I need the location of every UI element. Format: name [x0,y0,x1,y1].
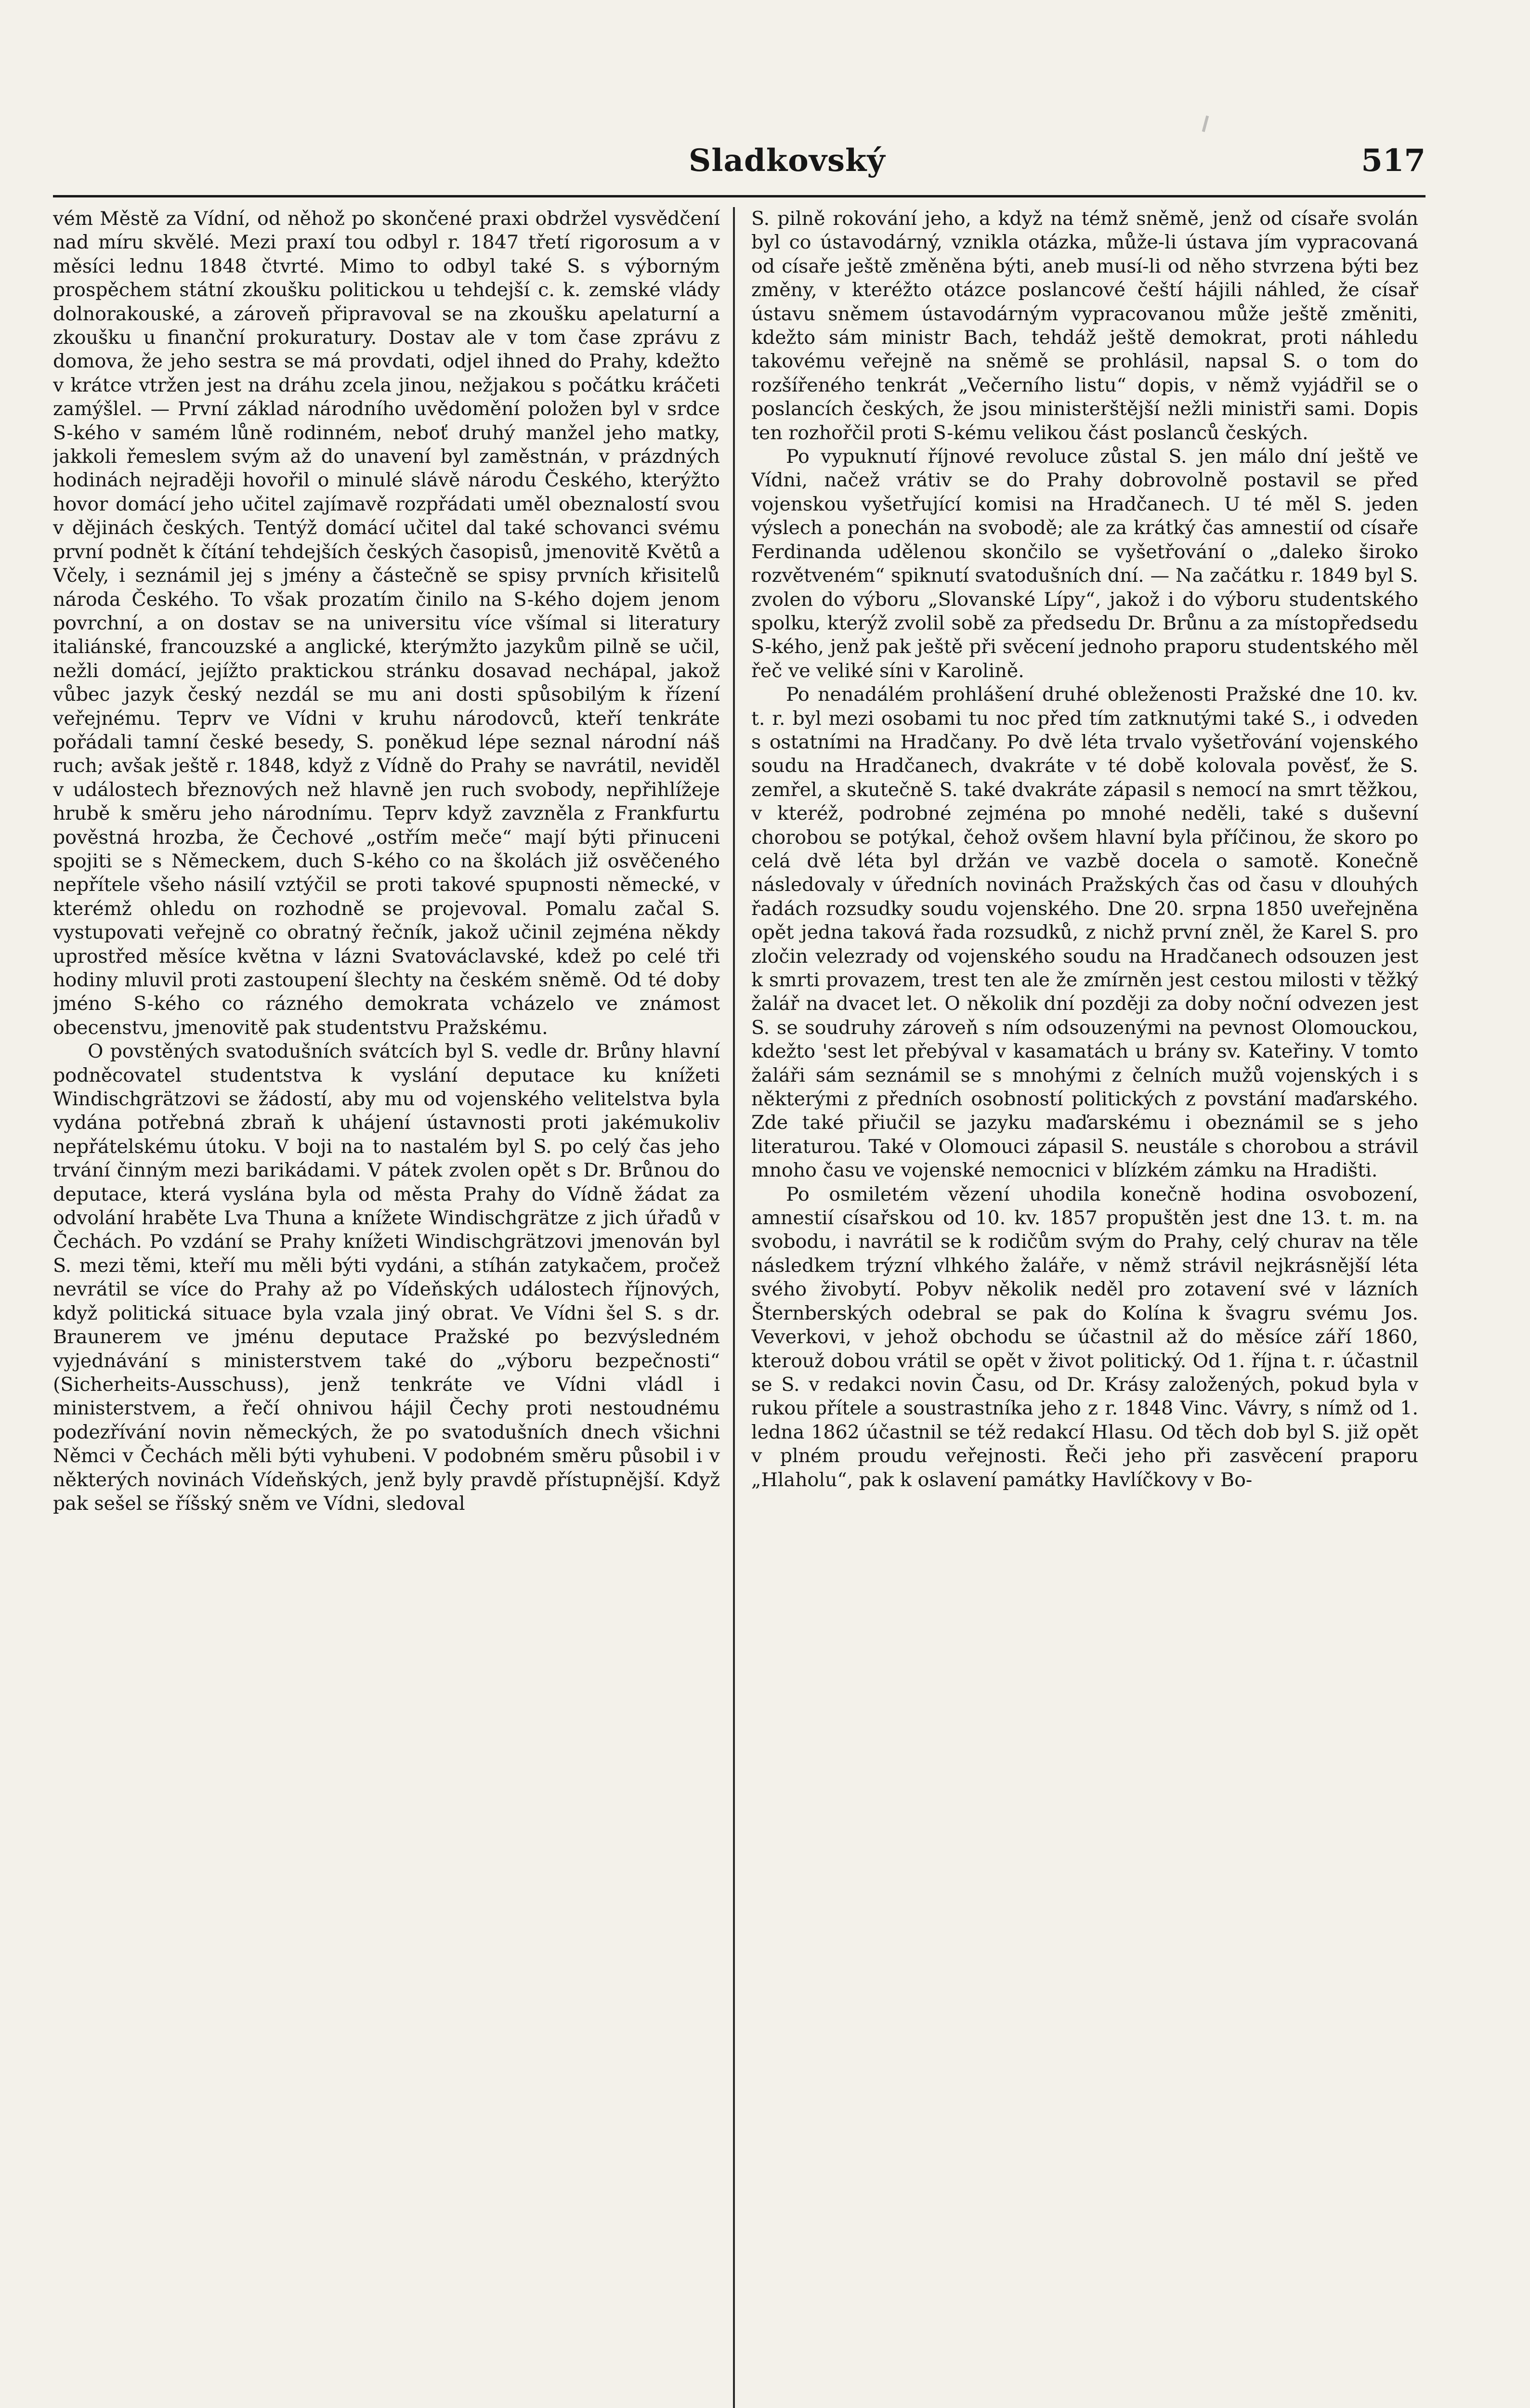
paragraph: O povstěných svatodušních svátcích byl S. vedle dr. Brůny hlavní podněcovatel studentstva k vyslání deputace ku knížeti Windischgrätzovi se žádostí, aby mu od vojenského velitelstva byla vydána potřebná zbraň k uhájení ústavnosti proti jakémukoliv nepřátelskému útoku. V boji na to nastalém byl S. po celý čas jeho trvání činným mezi barikádami. V pátek zvolen opět s Dr. Brůnou do deputace, která vyslána byla od města Prahy do Vídně žádat za odvolání hraběte Lva Thuna a knížete Windischgrätze z jich úřadů v Čechách. Po vzdání se Prahy knížeti Windischgrätzovi jmenován byl S. mezi těmi, kteří mu měli býti vydáni, a stíhán zatykačem, pročež nevrátil se více do Prahy až po Vídeňských událostech říjnových, když politická situace byla vzala jiný obrat. Ve Vídni šel S. s dr. Braunerem ve jménu deputace Pražské po bezvýsledném vyjednávání s ministerstvem také do „výboru bezpečnosti“ (Sicherheits-Ausschuss), jenž tenkráte ve Vídni vládl i ministerstvem, a řečí ohnivou hájil Čechy proti nestoudnému podezřívání novin německých, že po svatodušních dnech všichni Němci v Čechách měli býti vyhubeni. V podobném směru působil i v některých novinách Vídeňských, jenž byly pravdě přístupnější. Když pak sešel se říšský sněm ve Vídni, sledoval [53,1040,720,1515]
paragraph: S. pilně rokování jeho, a když na témž sněmě, jenž od císaře svolán byl co ústavodárný, vznikla otázka, může-li ústava jím vypracovaná od císaře ještě změněna býti, aneb musí-li od něho stvrzena býti bez změny, v kteréžto otázce poslancové čeští hájili náhled, že císař ústavu sněmem ústavodárným vypracovanou může ještě změniti, kdežto sám ministr Bach, tehdáž ještě demokrat, proti náhledu takovému veřejně na sněmě se prohlásil, napsal S. o tom do rozšířeného tenkrát „Večerního listu“ dopis, v němž vyjádřil se o poslancích českých, že jsou ministerštější nežli ministři sami. Dopis ten rozhořčil proti S-kému velikou část poslanců českých. [751,208,1418,444]
header-rule [53,195,1425,197]
page-number: 517 [1361,143,1425,179]
paragraph: vém Městě za Vídní, od něhož po skončené praxi obdržel vysvědčení nad míru skvělé. Mezi praxí tou odbyl r. 1847 třetí rigorosum a v měsíci lednu 1848 čtvrté. Mimo to odbyl také S. s výborným prospěchem státní zkoušku politickou u tehdejší c. k. zemské vlády dolnorakouské, a zároveň připravoval se na zkoušku apelaturní a zkoušku u finanční prokuratury. Dostav ale v tom čase zprávu z domova, že jeho sestra se má provdati, odjel ihned do Prahy, kdežto v krátce vtržen jest na dráhu zcela jinou, nežjakou s počátku kráčeti zamýšlel. — První základ národního uvědomění položen byl v srdce S-kého v samém lůně rodinném, neboť druhý manžel jeho matky, jakkoli řemeslem svým až do unavení byl zaměstnán, v prázdných hodinách nejraději hovořil o minulé slávě národu Českého, kterýžto hovor domácí jeho učitel zajímavě rozpřádati uměl obeznalostí svou v dějinách českých. Tentýž domácí učitel dal také schovanci svému první podnět k čítání tehdejších českých časopisů, jmenovitě Květů a Včely, i seznámil jej s jmény a částečně se spisy prvních křisitelů národa Českého. To však prozatím činilo na S-kého dojem jenom povrchní, a on dostav se na universitu více všímal si literatury italiánské, francouzské a anglické, kterýmžto jazykům pilně se učil, nežli domácí, jejížto praktickou stránku dosavad nechápal, jakož vůbec jazyk český nezdál se mu ani dosti spůsobilým k řízení veřejnému. Teprv ve Vídni v kruhu národovců, kteří tenkráte pořádali tamní české besedy, S. poněkud lépe seznal národní náš ruch; avšak ještě r. 1848, když z Vídně do Prahy se navrátil, neviděl v událostech březnových než hlavně jen ruch svobody, nepřihlížeje hrubě k směru jeho národnímu. Teprv když zavzněla z Frankfurtu pověstná hrozba, že Čechové „ostřím meče“ mají býti přinuceni spojiti se s Německem, duch S-kého co na školách již osvěčeného nepřítele všeho násilí vztýčil se proti takové spupnosti německé, v kterémž ohledu on rozhodně se projevoval. Pomalu začal S. vystupovati veřejně co obratný řečník, jakož učinil zejména někdy uprostřed měsíce května v lázni Svatováclavské, kdež po celé tři hodiny mluvil proti zastoupení šlechty na českém sněmě. Od té doby jméno S-kého co rázného demokrata vcházelo ve známost obecenstvu, jmenovitě pak studentstvu Pražskému. [53,208,720,1039]
paragraph: Po nenadálém prohlášení druhé obleženosti Pražské dne 10. kv. t. r. byl mezi osobami tu noc před tím zatknutými také S., i odveden s ostatními na Hradčany. Po dvě léta trvalo vyšetřování vojenského soudu na Hradčanech, dvakráte v té době kolovala pověsť, že S. zemřel, a skutečně S. také dvakráte zápasil s nemocí na smrt těžkou, v kteréž, podrobné zejména po mnohé neděli, také s duševní chorobou se potýkal, čehož ovšem hlavní byla příčinou, že skoro po celá dvě léta byl držán ve vazbě docela o samotě. Konečně následovaly v úředních novinách Pražských čas od času v dlouhých řadách rozsudky soudu vojenského. Dne 20. srpna 1850 uveřejněna opět jedna taková řada rozsudků, z nichž první zněl, že Karel S. pro zločin velezrady od vojenského soudu na Hradčanech odsouzen jest k smrti provazem, trest ten ale že zmírněn jest cestou milosti v těžký žalář na dvacet let. O několik dní později za doby noční odvezen jest S. se soudruhy zároveň s ním odsouzenými na pevnost Olomouckou, kdežto 'sest let přebýval v kasamatách u brány sv. Kateřiny. V tomto žaláři sám seznámil se s mnohými z čelních mužů vojenských i s některými z předních osobností politických z povstání maďarského. Zde také přiučil se jazyku maďarskému i obeznámil se s jeho literaturou. Také v Olomouci zápasil S. neustále s chorobou a strávil mnoho času ve vojenské nemocnici v blízkém zámku na Hradišti. [751,683,1418,1182]
running-header [53,140,1425,197]
running-title: Sladkovský [689,143,886,179]
paragraph: Po osmiletém vězení uhodila konečně hodina osvobození, amnestií císařskou od 10. kv. 1857 propuštěn jest dne 13. t. m. na svobodu, i navrátil se k rodičům svým do Prahy, celý churav na těle následkem trýzní vlhkého žaláře, v němž strávil nejkrásnější léta svého živobytí. Pobyv několik neděl pro zotavení své v lázních Šternberských odebral se pak do Kolína k švagru svému Jos. Veverkovi, v jehož obchodu se účastnil až do měsíce září 1860, kterouž dobou vrátil se opět v život politický. Od 1. října t. r. účastnil se S. v redakci novin Času, od Dr. Krásy založených, pokud byla v rukou přítele a soustrastníka jeho z r. 1848 Vinc. Vávry, s nímž od 1. ledna 1862 účastnil se též redakcí Hlasu. Od těch dob byl S. již opět v plném proudu veřejnosti. Řeči jeho při zasvěcení praporu „Hlaholu“, pak k oslavení památky Havlíčkovy v Bo- [751,1183,1418,1491]
paragraph: Po vypuknutí říjnové revoluce zůstal S. jen málo dní ještě ve Vídni, načež vrátiv se do Prahy dobrovolně postavil se před vojenskou vyšetřující komisi na Hradčanech. U té měl S. jeden výslech a ponechán na svobodě; ale za krátký čas amnestií od císaře Ferdinanda udělenou skončilo se vyšetřování o „daleko široko rozvětveném“ spiknutí svatodušních dní. — Na začátku r. 1849 byl S. zvolen do výboru „Slovanské Lípy“, jakož i do výboru studentského spolku, kterýž zvolil sobě za předsedu Dr. Brůnu a za místopředsedu S-kého, jenž pak ještě při svěcení jednoho praporu studentského měl řeč ve veliké síni v Karolině. [751,445,1418,682]
column-divider [733,207,735,2408]
left-column [53,207,720,2408]
right-column [751,207,1418,2408]
scan-artifact [1202,116,1209,132]
